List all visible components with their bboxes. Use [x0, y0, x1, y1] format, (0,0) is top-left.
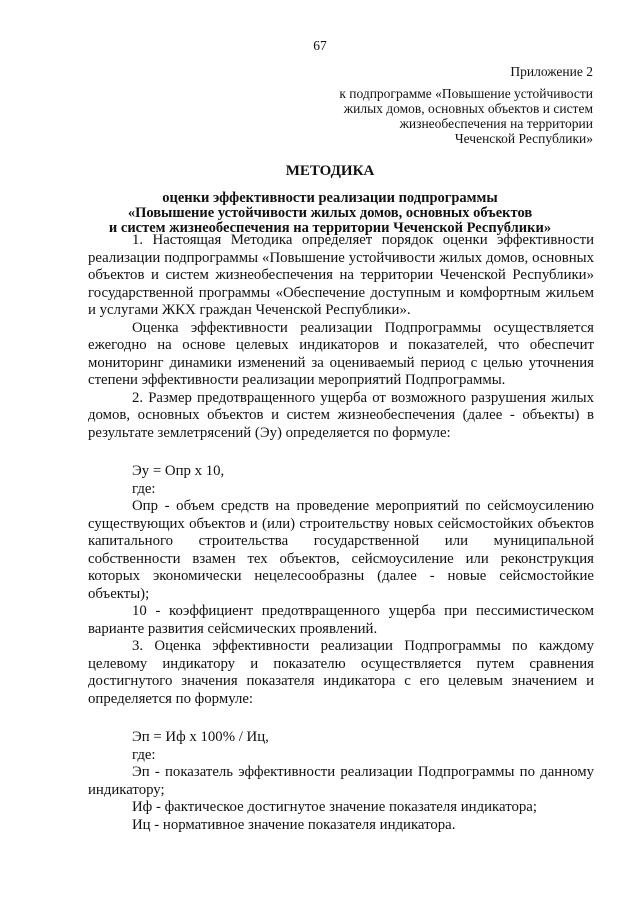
page-number: 67: [313, 38, 327, 53]
paragraph-6: 3. Оценка эффективности реализации Подпрограммы по каждому целевому индикатору и показателю осуществляется путем сравнения достигнутого значения показателя индикатора с его целевым значением и определяется по формуле:: [88, 638, 594, 707]
formula-efficiency: Эп = Иф х 100% / Иц,: [132, 729, 269, 745]
paragraph-5: 10 - коэффициент предотвращенного ущерба при пессимистическом варианте развития сейсмических проявлений.: [88, 603, 594, 637]
paragraph-2: Оценка эффективности реализации Подпрограммы осуществляется ежегодно на основе целевых индикаторов и показателей, что обеспечит мониторинг динамики изменений за оцениваемый период с целью уточнения степени эффективности реализации мероприятий Подпрограммы.: [88, 319, 594, 388]
document-subtitle-line: и систем жизнеобеспечения на территории Чеченской Республики»: [108, 220, 552, 236]
document-body: [88, 232, 594, 834]
annex-line: жилых домов, основных объектов и систем: [343, 101, 593, 116]
paragraph-9: Иц - нормативное значение показателя индикатора.: [132, 816, 456, 833]
where-label: где:: [132, 480, 156, 497]
annex-block: [253, 64, 593, 146]
paragraph-1: 1. Настоящая Методика определяет порядок оценки эффективности реализации подпрограммы «Повышение устойчивости жилых домов, основных объектов и систем жизнеобеспечения на территории Чеченской Республики» государственной программы «Обеспечение доступным и комфортным жильем и услугами ЖКХ граждан Чеченской Республики».: [88, 232, 594, 318]
annex-line: к подпрограмме «Повышение устойчивости: [339, 86, 593, 101]
paragraph-8: Иф - фактическое достигнутое значение показателя индикатора;: [132, 799, 537, 815]
annex-title: Приложение 2: [510, 64, 593, 79]
formula-damage: Эу = Опр х 10,: [132, 463, 225, 479]
paragraph-4: Опр - объем средств на проведение мероприятий по сейсмоусилению существующих объектов и (или) строительству новых сейсмостойких объектов капитального строительства государственной или муниципальной собственности взамен тех объектов, сейсмоусиление или реконструкция которых экономически нецелесообразны (далее - новые сейсмостойкие объекты);: [88, 498, 594, 602]
annex-line: жизнеобеспечения на территории: [399, 116, 593, 131]
document-subtitle-line: «Повышение устойчивости жилых домов, основных объектов: [127, 205, 533, 221]
annex-line: Чеченской Республики»: [454, 131, 593, 146]
heading-block: [70, 164, 590, 236]
document-subtitle-line: оценки эффективности реализации подпрограммы: [162, 190, 498, 206]
paragraph-3: 2. Размер предотвращенного ущерба от возможного разрушения жилых домов, основных объектов и систем жизнеобеспечения (далее - объекты) в результате землетрясений (Эу) определяется по формуле:: [88, 389, 594, 441]
document-title: МЕТОДИКА: [285, 163, 375, 179]
where-label: где:: [132, 746, 156, 763]
paragraph-7: Эп - показатель эффективности реализации Подпрограммы по данному индикатору;: [88, 764, 594, 798]
